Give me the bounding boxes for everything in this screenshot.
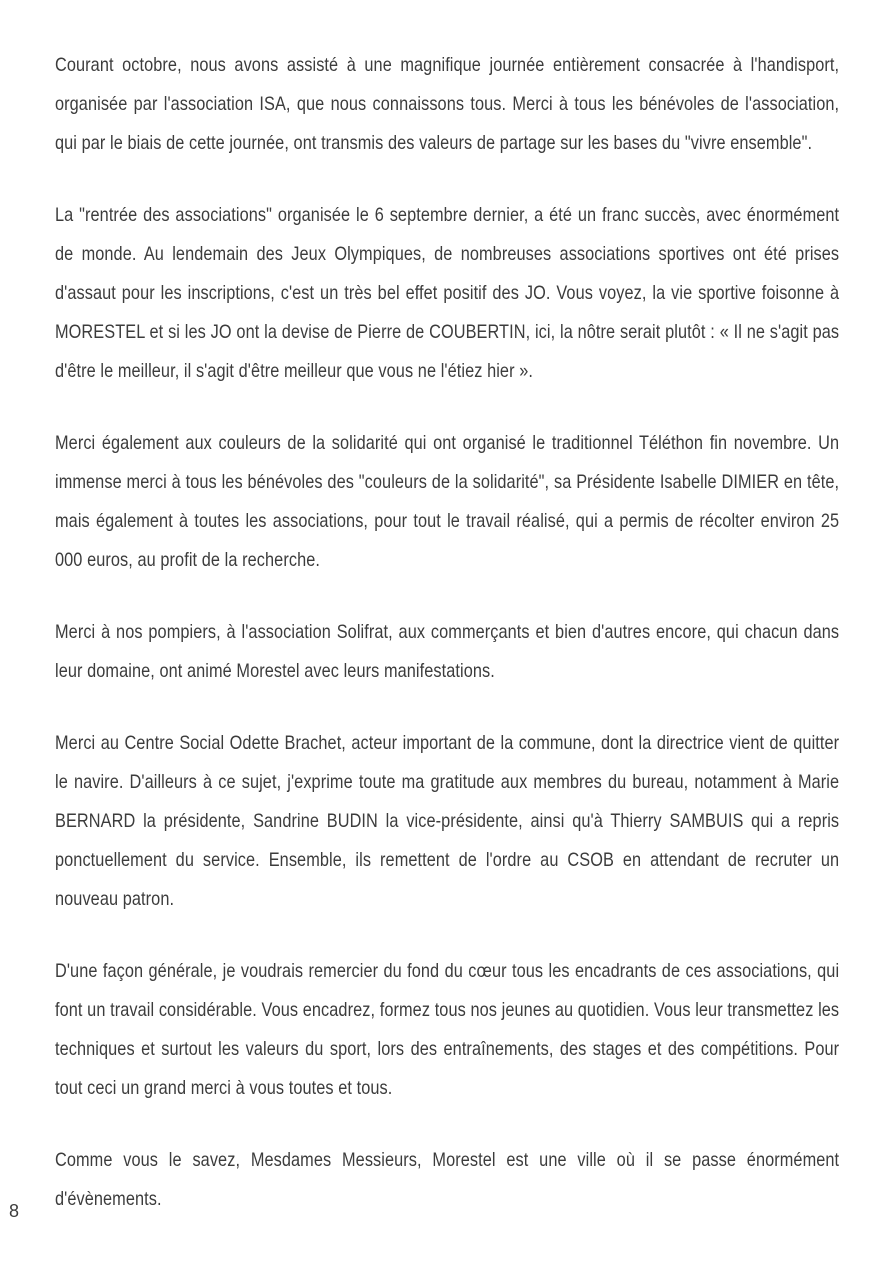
paragraph-3: Merci également aux couleurs de la solidarité qui ont organisé le traditionnel Téléthon fin novembre. Un immense merci à tous les bénévoles des "couleurs de la solidarité", sa Présidente Isabelle DIMIER en tête, mais également à toutes les associations, pour tout le travail réalisé, qui a permis de récolter environ 25 000 euros, au profit de la recherche. bbox=[55, 432, 840, 571]
page-body-text bbox=[55, 46, 839, 1219]
paragraph-2: La "rentrée des associations" organisée le 6 septembre dernier, a été un franc succès, avec énormément de monde. Au lendemain des Jeux Olympiques, de nombreuses associations sportives ont été prises d'assaut pour les inscriptions, c'est un très bel effet positif des JO. Vous voyez, la vie sportive foisonne à MORESTEL et si les JO ont la devise de Pierre de COUBERTIN, ici, la nôtre serait plutôt : « Il ne s'agit pas d'être le meilleur, il s'agit d'être meilleur que vous ne l'étiez hier ». bbox=[55, 204, 840, 382]
paragraph-6: D'une façon générale, je voudrais remercier du fond du cœur tous les encadrants de ces associations, qui font un travail considérable. Vous encadrez, formez tous nos jeunes au quotidien. Vous leur transmettez les techniques et surtout les valeurs du sport, lors des entraînements, des stages et des compétitions. Pour tout ceci un grand merci à vous toutes et tous. bbox=[55, 960, 840, 1099]
paragraph-4: Merci à nos pompiers, à l'association Solifrat, aux commerçants et bien d'autres encore, qui chacun dans leur domaine, ont animé Morestel avec leurs manifestations. bbox=[55, 621, 840, 682]
page-number: 8 bbox=[9, 1201, 20, 1221]
paragraph-7: Comme vous le savez, Mesdames Messieurs, Morestel est une ville où il se passe énormément d'évènements. bbox=[55, 1149, 840, 1210]
paragraph-5: Merci au Centre Social Odette Brachet, acteur important de la commune, dont la directrice vient de quitter le navire. D'ailleurs à ce sujet, j'exprime toute ma gratitude aux membres du bureau, notamment à Marie BERNARD la présidente, Sandrine BUDIN la vice-présidente, ainsi qu'à Thierry SAMBUIS qui a repris ponctuellement du service. Ensemble, ils remettent de l'ordre au CSOB en attendant de recruter un nouveau patron. bbox=[55, 732, 840, 910]
paragraph-1: Courant octobre, nous avons assisté à une magnifique journée entièrement consacrée à l'handisport, organisée par l'association ISA, que nous connaissons tous. Merci à tous les bénévoles de l'association, qui par le biais de cette journée, ont transmis des valeurs de partage sur les bases du "vivre ensemble". bbox=[55, 54, 840, 154]
